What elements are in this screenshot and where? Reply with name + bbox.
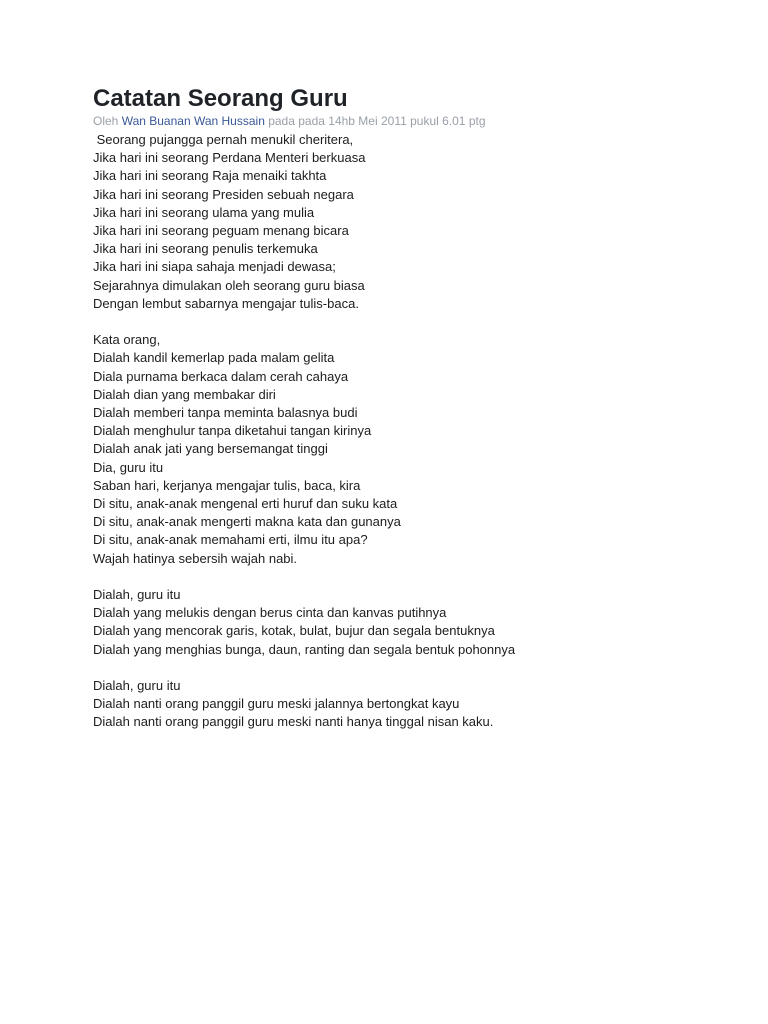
poem-line: Jika hari ini seorang Perdana Menteri berkuasa (93, 150, 366, 166)
author-link[interactable]: Wan Buanan Wan Hussain (121, 114, 265, 128)
poem-stanza (93, 131, 733, 313)
poem-line: Jika hari ini seorang peguam menang bicara (93, 223, 349, 239)
poem-line: Dengan lembut sabarnya mengajar tulis-baca. (93, 295, 359, 311)
poem-body (93, 131, 733, 732)
poem-line: Wajah hatinya sebersih wajah nabi. (93, 550, 298, 566)
poem-line: Dialah memberi tanpa meminta balasnya budi (93, 405, 358, 421)
poem-line: Dialah anak jati yang bersemangat tinggi (93, 441, 328, 457)
poem-stanza (93, 331, 733, 568)
poem-line: Dialah, guru itu (93, 678, 181, 694)
document-page (93, 84, 733, 750)
poem-line: Jika hari ini seorang penulis terkemuka (93, 241, 318, 257)
poem-line: Sejarahnya dimulakan oleh seorang guru biasa (93, 277, 365, 293)
byline (93, 114, 733, 129)
poem-line: Jika hari ini siapa sahaja menjadi dewasa; (93, 259, 336, 275)
poem-line: Dialah dian yang membakar diri (93, 386, 276, 402)
poem-line: Dialah nanti orang panggil guru meski jalannya bertongkat kayu (93, 696, 460, 712)
poem-stanza (93, 677, 733, 732)
poem-line: Di situ, anak-anak memahami erti, ilmu itu apa? (93, 532, 368, 548)
byline-date: pada pada 14hb Mei 2011 pukul 6.01 ptg (264, 114, 486, 128)
poem-line: Jika hari ini seorang Raja menaiki takhta (93, 168, 327, 184)
byline-prefix: Oleh (93, 114, 122, 128)
poem-line: Di situ, anak-anak mengerti makna kata dan gunanya (93, 514, 401, 530)
poem-line: Di situ, anak-anak mengenal erti huruf dan suku kata (93, 496, 398, 512)
poem-line: Dialah yang menghias bunga, daun, ranting dan segala bentuk pohonnya (93, 641, 516, 657)
poem-line: Seorang pujangga pernah menukil cheritera, (93, 132, 354, 147)
page-title: Catatan Seorang Guru (93, 85, 348, 112)
poem-line: Dialah, guru itu (93, 587, 181, 603)
poem-line: Dialah menghulur tanpa diketahui tangan kirinya (93, 423, 372, 439)
poem-line: Dialah kandil kemerlap pada malam gelita (93, 350, 335, 366)
poem-line: Kata orang, (93, 332, 161, 348)
poem-line: Dialah yang melukis dengan berus cinta dan kanvas putihnya (93, 605, 447, 621)
poem-line: Jika hari ini seorang Presiden sebuah negara (93, 186, 354, 202)
poem-line: Dialah yang mencorak garis, kotak, bulat, bujur dan segala bentuknya (93, 623, 495, 639)
poem-line: Diala purnama berkaca dalam cerah cahaya (93, 368, 349, 384)
poem-line: Saban hari, kerjanya mengajar tulis, baca, kira (93, 477, 361, 493)
poem-line: Dia, guru itu (93, 459, 164, 475)
poem-line: Jika hari ini seorang ulama yang mulia (93, 204, 315, 220)
poem-stanza (93, 586, 733, 659)
poem-line: Dialah nanti orang panggil guru meski nanti hanya tinggal nisan kaku. (93, 714, 494, 730)
